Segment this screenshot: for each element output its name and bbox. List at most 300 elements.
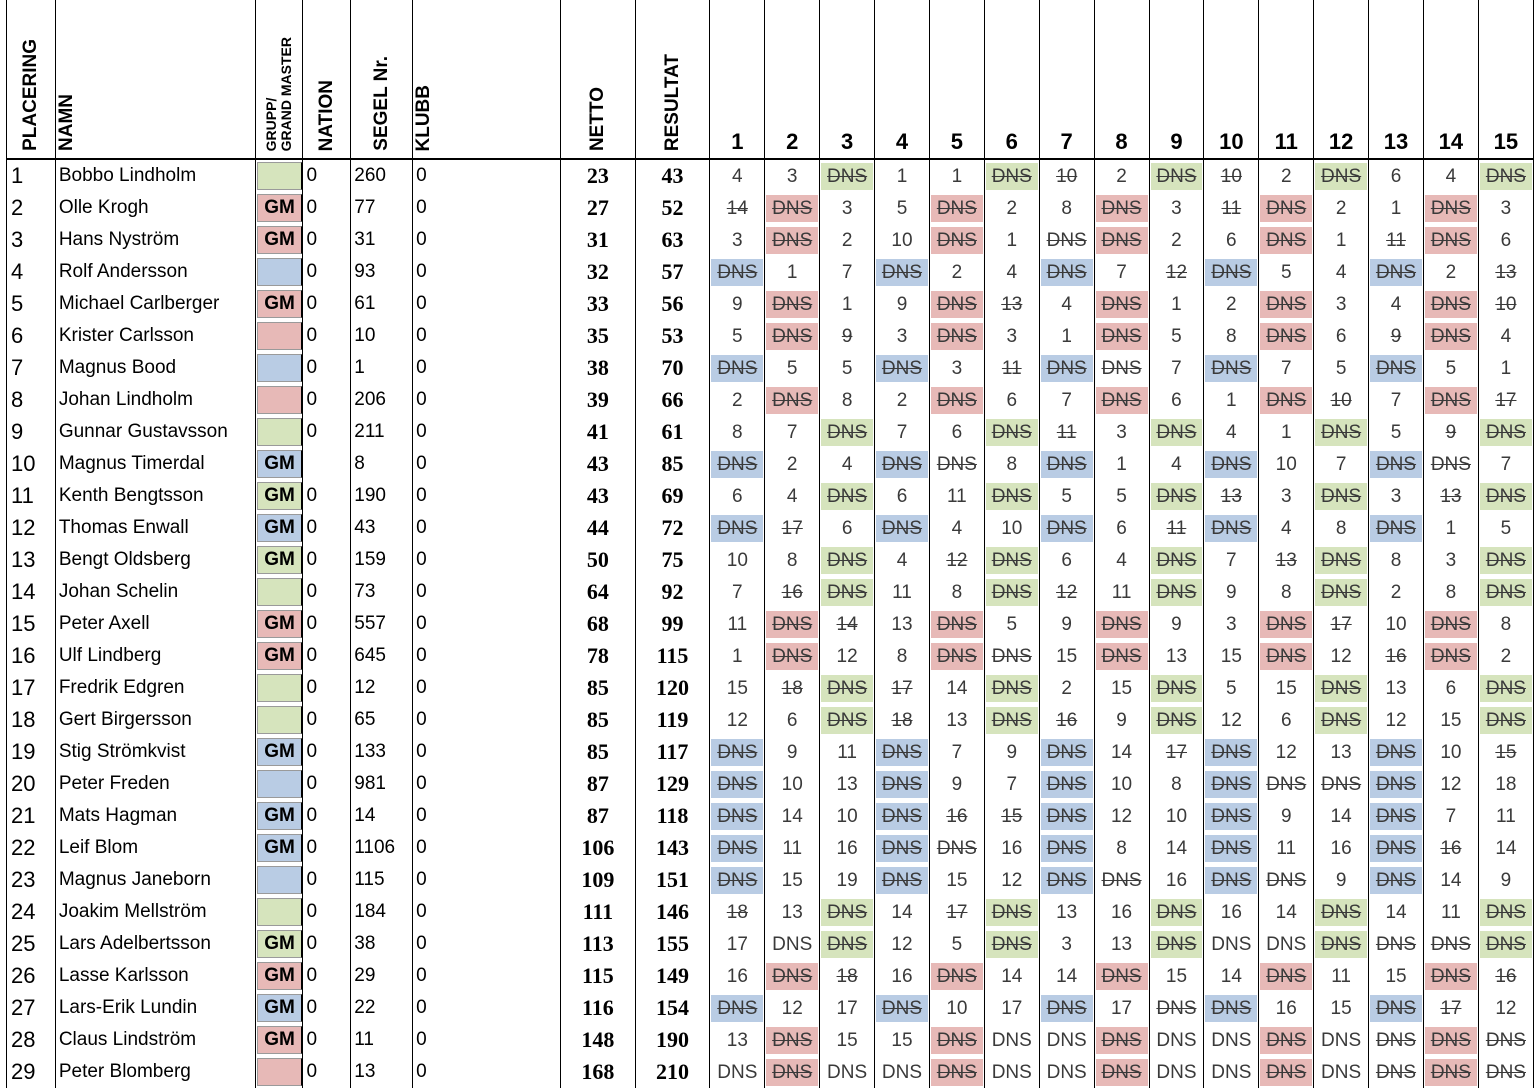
header-race-5[interactable]: 5: [929, 0, 984, 159]
race-9-cell: [1149, 832, 1204, 864]
race-score: DNS: [1485, 1061, 1526, 1083]
nation-cell: 0: [303, 768, 351, 800]
race-6-cell: [984, 480, 1039, 512]
race-3-cell: [820, 224, 875, 256]
table-row[interactable]: [7, 832, 1534, 864]
segel-cell: 77: [351, 192, 413, 224]
grupp-cell: [255, 992, 303, 1024]
race-score: 8: [1061, 197, 1072, 219]
race-9-cell: [1149, 512, 1204, 544]
grupp-cell: [255, 448, 303, 480]
table-row[interactable]: [7, 928, 1534, 960]
race-score: DNS: [931, 387, 983, 414]
race-14-cell: [1423, 448, 1478, 480]
placering-cell: 12: [7, 512, 56, 544]
header-grupp[interactable]: GRUPP/ GRAND MASTER: [255, 0, 303, 159]
header-race-15[interactable]: 15: [1478, 0, 1533, 159]
race-score: 11: [1386, 229, 1406, 251]
race-score: DNS: [1370, 867, 1422, 894]
race-14-cell: [1423, 960, 1478, 992]
race-1-cell: [710, 1056, 765, 1088]
race-score: DNS: [1096, 1059, 1148, 1086]
table-row[interactable]: [7, 512, 1534, 544]
race-6-cell: [984, 896, 1039, 928]
race-score: 1: [1500, 357, 1512, 379]
race-score: DNS: [1425, 963, 1477, 990]
race-5-cell: [929, 320, 984, 352]
race-14-cell: [1423, 159, 1478, 192]
race-score: 11: [1221, 197, 1242, 219]
race-score: DNS: [931, 227, 983, 254]
race-score: DNS: [711, 995, 763, 1022]
group-badge: [257, 258, 303, 286]
race-score: 1: [1116, 453, 1127, 475]
race-5-cell: [929, 352, 984, 384]
race-score: DNS: [876, 451, 928, 478]
resultat-cell: 117: [635, 736, 710, 768]
race-score: 1: [841, 293, 853, 315]
race-1-cell: [710, 544, 765, 576]
segel-cell: 1: [351, 352, 413, 384]
nation-cell: 0: [303, 576, 351, 608]
race-15-cell: [1478, 256, 1533, 288]
placering-cell: 23: [7, 864, 56, 896]
race-score: 5: [896, 197, 908, 219]
namn-cell: Peter Freden: [55, 768, 255, 800]
header-resultat[interactable]: RESULTAT: [635, 0, 710, 159]
resultat-cell: 154: [635, 992, 710, 1024]
header-race-10[interactable]: 10: [1204, 0, 1259, 159]
race-score: 9: [841, 325, 853, 347]
namn-cell: Leif Blom: [55, 832, 255, 864]
race-score: 5: [1061, 485, 1072, 507]
netto-cell: 148: [561, 1024, 636, 1056]
race-15-cell: [1478, 1024, 1533, 1056]
header-race-2[interactable]: 2: [765, 0, 820, 159]
race-score: 9: [1171, 613, 1182, 635]
race-score: 14: [1220, 965, 1242, 987]
grupp-cell: [255, 1056, 303, 1088]
klubb-cell: 0: [413, 608, 561, 640]
race-score: 18: [891, 709, 913, 731]
race-score: 18: [781, 677, 803, 699]
race-score: 9: [786, 741, 798, 763]
header-placering[interactable]: PLACERING: [7, 0, 56, 159]
race-score: 10: [1440, 741, 1462, 763]
race-score: DNS: [766, 643, 818, 670]
race-5-cell: [929, 480, 984, 512]
resultat-cell: 72: [635, 512, 710, 544]
race-score: 13: [836, 773, 858, 795]
table-row[interactable]: [7, 896, 1534, 928]
race-score: DNS: [1260, 387, 1312, 414]
namn-cell: Bobbo Lindholm: [55, 159, 255, 192]
nation-cell: 0: [303, 640, 351, 672]
group-badge: GM: [257, 450, 303, 478]
race-1-cell: [710, 608, 765, 640]
namn-cell: Stig Strömkvist: [55, 736, 255, 768]
race-12-cell: [1314, 320, 1369, 352]
race-score: 11: [1496, 805, 1516, 827]
segel-cell: 10: [351, 320, 413, 352]
race-14-cell: [1423, 896, 1478, 928]
race-score: DNS: [1205, 739, 1257, 766]
race-score: 5: [1500, 517, 1512, 539]
race-score: DNS: [1266, 933, 1307, 955]
race-12-cell: [1314, 672, 1369, 704]
table-row[interactable]: [7, 288, 1534, 320]
race-score: DNS: [766, 291, 818, 318]
table-row[interactable]: [7, 192, 1534, 224]
race-7-cell: [1039, 224, 1094, 256]
table-row[interactable]: [7, 672, 1534, 704]
race-score: DNS: [876, 739, 928, 766]
race-score: DNS: [1370, 803, 1422, 830]
namn-cell: Lars Adelbertsson: [55, 928, 255, 960]
race-score: DNS: [1260, 227, 1312, 254]
race-2-cell: [765, 1056, 820, 1088]
table-row[interactable]: [7, 640, 1534, 672]
header-race-7[interactable]: 7: [1039, 0, 1094, 159]
race-3-cell: [820, 192, 875, 224]
segel-cell: 11: [351, 1024, 413, 1056]
race-score: DNS: [711, 803, 763, 830]
header-race-9[interactable]: 9: [1149, 0, 1204, 159]
placering-cell: 1: [7, 159, 56, 192]
race-score: DNS: [1425, 323, 1477, 350]
race-score: 7: [1116, 261, 1127, 283]
race-score: DNS: [821, 547, 873, 574]
race-score: DNS: [1151, 675, 1203, 702]
race-14-cell: [1423, 640, 1478, 672]
table-row[interactable]: [7, 352, 1534, 384]
race-11-cell: [1259, 320, 1314, 352]
table-row[interactable]: [7, 544, 1534, 576]
race-12-cell: [1314, 608, 1369, 640]
race-9-cell: [1149, 320, 1204, 352]
race-score: 4: [1171, 453, 1182, 475]
race-score: 15: [891, 1029, 913, 1051]
race-score: 4: [896, 549, 908, 571]
table-row[interactable]: [7, 960, 1534, 992]
race-5-cell: [929, 192, 984, 224]
race-score: 3: [1171, 197, 1182, 219]
header-race-6[interactable]: 6: [984, 0, 1039, 159]
namn-cell: Krister Carlsson: [55, 320, 255, 352]
race-7-cell: [1039, 480, 1094, 512]
table-row[interactable]: [7, 1056, 1534, 1088]
race-2-cell: [765, 192, 820, 224]
race-12-cell: [1314, 704, 1369, 736]
segel-cell: 184: [351, 896, 413, 928]
race-score: DNS: [1041, 451, 1093, 478]
race-score: 11: [727, 613, 748, 635]
placering-cell: 20: [7, 768, 56, 800]
race-score: 1: [732, 645, 743, 667]
race-13-cell: [1369, 544, 1424, 576]
race-score: 15: [1275, 677, 1297, 699]
netto-cell: 87: [561, 768, 636, 800]
race-4-cell: [875, 159, 930, 192]
race-score: DNS: [1485, 1029, 1526, 1051]
nation-cell: 0: [303, 704, 351, 736]
nation-cell: 0: [303, 608, 351, 640]
table-row[interactable]: [7, 320, 1534, 352]
race-14-cell: [1423, 928, 1478, 960]
klubb-cell: 0: [413, 960, 561, 992]
race-score: 16: [781, 581, 803, 603]
race-score: 19: [836, 869, 858, 891]
race-11-cell: [1259, 224, 1314, 256]
placering-cell: 14: [7, 576, 56, 608]
placering-cell: 19: [7, 736, 56, 768]
race-score: 1: [896, 165, 908, 187]
race-score: DNS: [1425, 291, 1477, 318]
race-11-cell: [1259, 384, 1314, 416]
table-row[interactable]: [7, 480, 1534, 512]
race-score: DNS: [711, 355, 763, 382]
placering-cell: 8: [7, 384, 56, 416]
race-score: DNS: [986, 163, 1038, 190]
nation-cell: 0: [303, 159, 351, 192]
race-10-cell: [1204, 576, 1259, 608]
header-race-8[interactable]: 8: [1094, 0, 1149, 159]
race-score: DNS: [821, 675, 873, 702]
race-score: 6: [1445, 677, 1457, 699]
race-score: DNS: [711, 259, 763, 286]
table-row[interactable]: [7, 1024, 1534, 1056]
race-score: DNS: [1156, 1061, 1197, 1083]
race-score: DNS: [766, 227, 818, 254]
race-score: 4: [1500, 325, 1512, 347]
race-score: DNS: [1151, 419, 1203, 446]
header-race-4[interactable]: 4: [875, 0, 930, 159]
results-table: [6, 0, 1534, 1088]
header-netto[interactable]: NETTO: [561, 0, 636, 159]
table-row[interactable]: [7, 992, 1534, 1024]
race-7-cell: [1039, 576, 1094, 608]
header-klubb[interactable]: KLUBB: [413, 0, 561, 159]
header-race-11[interactable]: 11: [1259, 0, 1314, 159]
race-9-cell: [1149, 608, 1204, 640]
header-race-3[interactable]: 3: [820, 0, 875, 159]
race-4-cell: [875, 544, 930, 576]
race-score: DNS: [1260, 1027, 1312, 1054]
race-10-cell: [1204, 608, 1259, 640]
race-5-cell: [929, 512, 984, 544]
table-row[interactable]: [7, 864, 1534, 896]
header-race-13[interactable]: 13: [1369, 0, 1424, 159]
race-5-cell: [929, 544, 984, 576]
nation-cell: 0: [303, 896, 351, 928]
race-score: DNS: [1260, 195, 1312, 222]
race-6-cell: [984, 224, 1039, 256]
race-score: DNS: [766, 1027, 818, 1054]
race-1-cell: [710, 192, 765, 224]
race-score: DNS: [1480, 579, 1532, 606]
race-15-cell: [1478, 192, 1533, 224]
race-12-cell: [1314, 159, 1369, 192]
race-11-cell: [1259, 480, 1314, 512]
table-row[interactable]: [7, 224, 1534, 256]
race-13-cell: [1369, 512, 1424, 544]
race-score: 9: [896, 293, 908, 315]
race-5-cell: [929, 384, 984, 416]
race-10-cell: [1204, 832, 1259, 864]
nation-cell: 0: [303, 256, 351, 288]
race-score: 2: [732, 389, 743, 411]
race-11-cell: [1259, 448, 1314, 480]
race-4-cell: [875, 928, 930, 960]
race-10-cell: [1204, 768, 1259, 800]
race-score: 11: [1276, 837, 1297, 859]
race-score: DNS: [1151, 579, 1203, 606]
placering-cell: 18: [7, 704, 56, 736]
race-score: 8: [1335, 517, 1347, 539]
grupp-cell: [255, 416, 303, 448]
race-4-cell: [875, 288, 930, 320]
race-14-cell: [1423, 672, 1478, 704]
klubb-cell: 0: [413, 672, 561, 704]
race-4-cell: [875, 1056, 930, 1088]
race-score: DNS: [1480, 931, 1532, 958]
race-15-cell: [1478, 864, 1533, 896]
race-2-cell: [765, 928, 820, 960]
race-score: DNS: [876, 771, 928, 798]
race-1-cell: [710, 896, 765, 928]
race-7-cell: [1039, 384, 1094, 416]
race-score: DNS: [821, 483, 873, 510]
race-score: DNS: [931, 963, 983, 990]
race-score: 3: [1500, 197, 1512, 219]
klubb-cell: 0: [413, 992, 561, 1024]
race-15-cell: [1478, 992, 1533, 1024]
segel-cell: 1106: [351, 832, 413, 864]
race-score: DNS: [1096, 963, 1148, 990]
race-score: DNS: [1480, 483, 1532, 510]
race-score: 3: [896, 325, 908, 347]
race-score: 9: [1006, 741, 1018, 763]
race-15-cell: [1478, 928, 1533, 960]
resultat-cell: 69: [635, 480, 710, 512]
race-6-cell: [984, 992, 1039, 1024]
header-race-12[interactable]: 12: [1314, 0, 1369, 159]
race-5-cell: [929, 159, 984, 192]
netto-cell: 27: [561, 192, 636, 224]
table-row[interactable]: [7, 384, 1534, 416]
race-13-cell: [1369, 448, 1424, 480]
klubb-cell: 0: [413, 736, 561, 768]
race-5-cell: [929, 640, 984, 672]
race-score: 9: [1390, 325, 1402, 347]
table-row[interactable]: [7, 768, 1534, 800]
race-score: 16: [1165, 869, 1188, 891]
table-row[interactable]: [7, 416, 1534, 448]
grupp-cell: [255, 768, 303, 800]
header-segel[interactable]: SEGEL Nr.: [351, 0, 413, 159]
race-3-cell: [820, 896, 875, 928]
namn-cell: Lars-Erik Lundin: [55, 992, 255, 1024]
segel-cell: 73: [351, 576, 413, 608]
race-score: 11: [1441, 901, 1461, 923]
header-namn[interactable]: NAMN: [55, 0, 255, 159]
race-score: 13: [1056, 901, 1078, 923]
table-row[interactable]: [7, 736, 1534, 768]
race-2-cell: [765, 896, 820, 928]
race-1-cell: [710, 864, 765, 896]
race-13-cell: [1369, 224, 1424, 256]
namn-cell: Mats Hagman: [55, 800, 255, 832]
race-9-cell: [1149, 640, 1204, 672]
race-8-cell: [1094, 1056, 1149, 1088]
netto-cell: 64: [561, 576, 636, 608]
race-4-cell: [875, 320, 930, 352]
race-score: DNS: [1046, 1061, 1087, 1083]
race-1-cell: [710, 159, 765, 192]
race-9-cell: [1149, 672, 1204, 704]
race-9-cell: [1149, 960, 1204, 992]
header-race-1[interactable]: 1: [710, 0, 765, 159]
race-3-cell: [820, 800, 875, 832]
race-11-cell: [1259, 768, 1314, 800]
race-14-cell: [1423, 224, 1478, 256]
placering-cell: 25: [7, 928, 56, 960]
header-race-14[interactable]: 14: [1423, 0, 1478, 159]
race-score: 12: [891, 933, 913, 955]
race-4-cell: [875, 992, 930, 1024]
race-6-cell: [984, 416, 1039, 448]
race-8-cell: [1094, 352, 1149, 384]
race-score: 14: [1495, 837, 1517, 859]
table-row[interactable]: [7, 608, 1534, 640]
segel-cell: 133: [351, 736, 413, 768]
race-8-cell: [1094, 320, 1149, 352]
klubb-cell: 0: [413, 512, 561, 544]
race-score: 11: [1001, 357, 1022, 379]
race-score: 13: [1440, 485, 1462, 507]
race-score: 2: [951, 261, 963, 283]
resultat-cell: 99: [635, 608, 710, 640]
group-badge: GM: [257, 482, 303, 510]
race-score: DNS: [1315, 931, 1367, 958]
race-score: 16: [1495, 965, 1517, 987]
table-row[interactable]: [7, 800, 1534, 832]
race-15-cell: [1478, 480, 1533, 512]
race-15-cell: [1478, 608, 1533, 640]
placering-cell: 3: [7, 224, 56, 256]
table-row[interactable]: [7, 448, 1534, 480]
race-6-cell: [984, 864, 1039, 896]
nation-cell: 0: [303, 224, 351, 256]
race-13-cell: [1369, 800, 1424, 832]
race-score: 13: [781, 901, 803, 923]
group-badge: GM: [257, 194, 303, 222]
race-score: DNS: [931, 643, 983, 670]
race-10-cell: [1204, 448, 1259, 480]
table-row[interactable]: [7, 704, 1534, 736]
race-15-cell: [1478, 224, 1533, 256]
race-score: 8: [1226, 325, 1237, 347]
table-row[interactable]: [7, 159, 1534, 192]
table-row[interactable]: [7, 256, 1534, 288]
klubb-cell: 0: [413, 448, 561, 480]
race-score: 4: [1006, 261, 1018, 283]
header-nation[interactable]: NATION: [303, 0, 351, 159]
race-10-cell: [1204, 1056, 1259, 1088]
table-row[interactable]: [7, 576, 1534, 608]
race-10-cell: [1204, 320, 1259, 352]
race-score: DNS: [1260, 611, 1312, 638]
